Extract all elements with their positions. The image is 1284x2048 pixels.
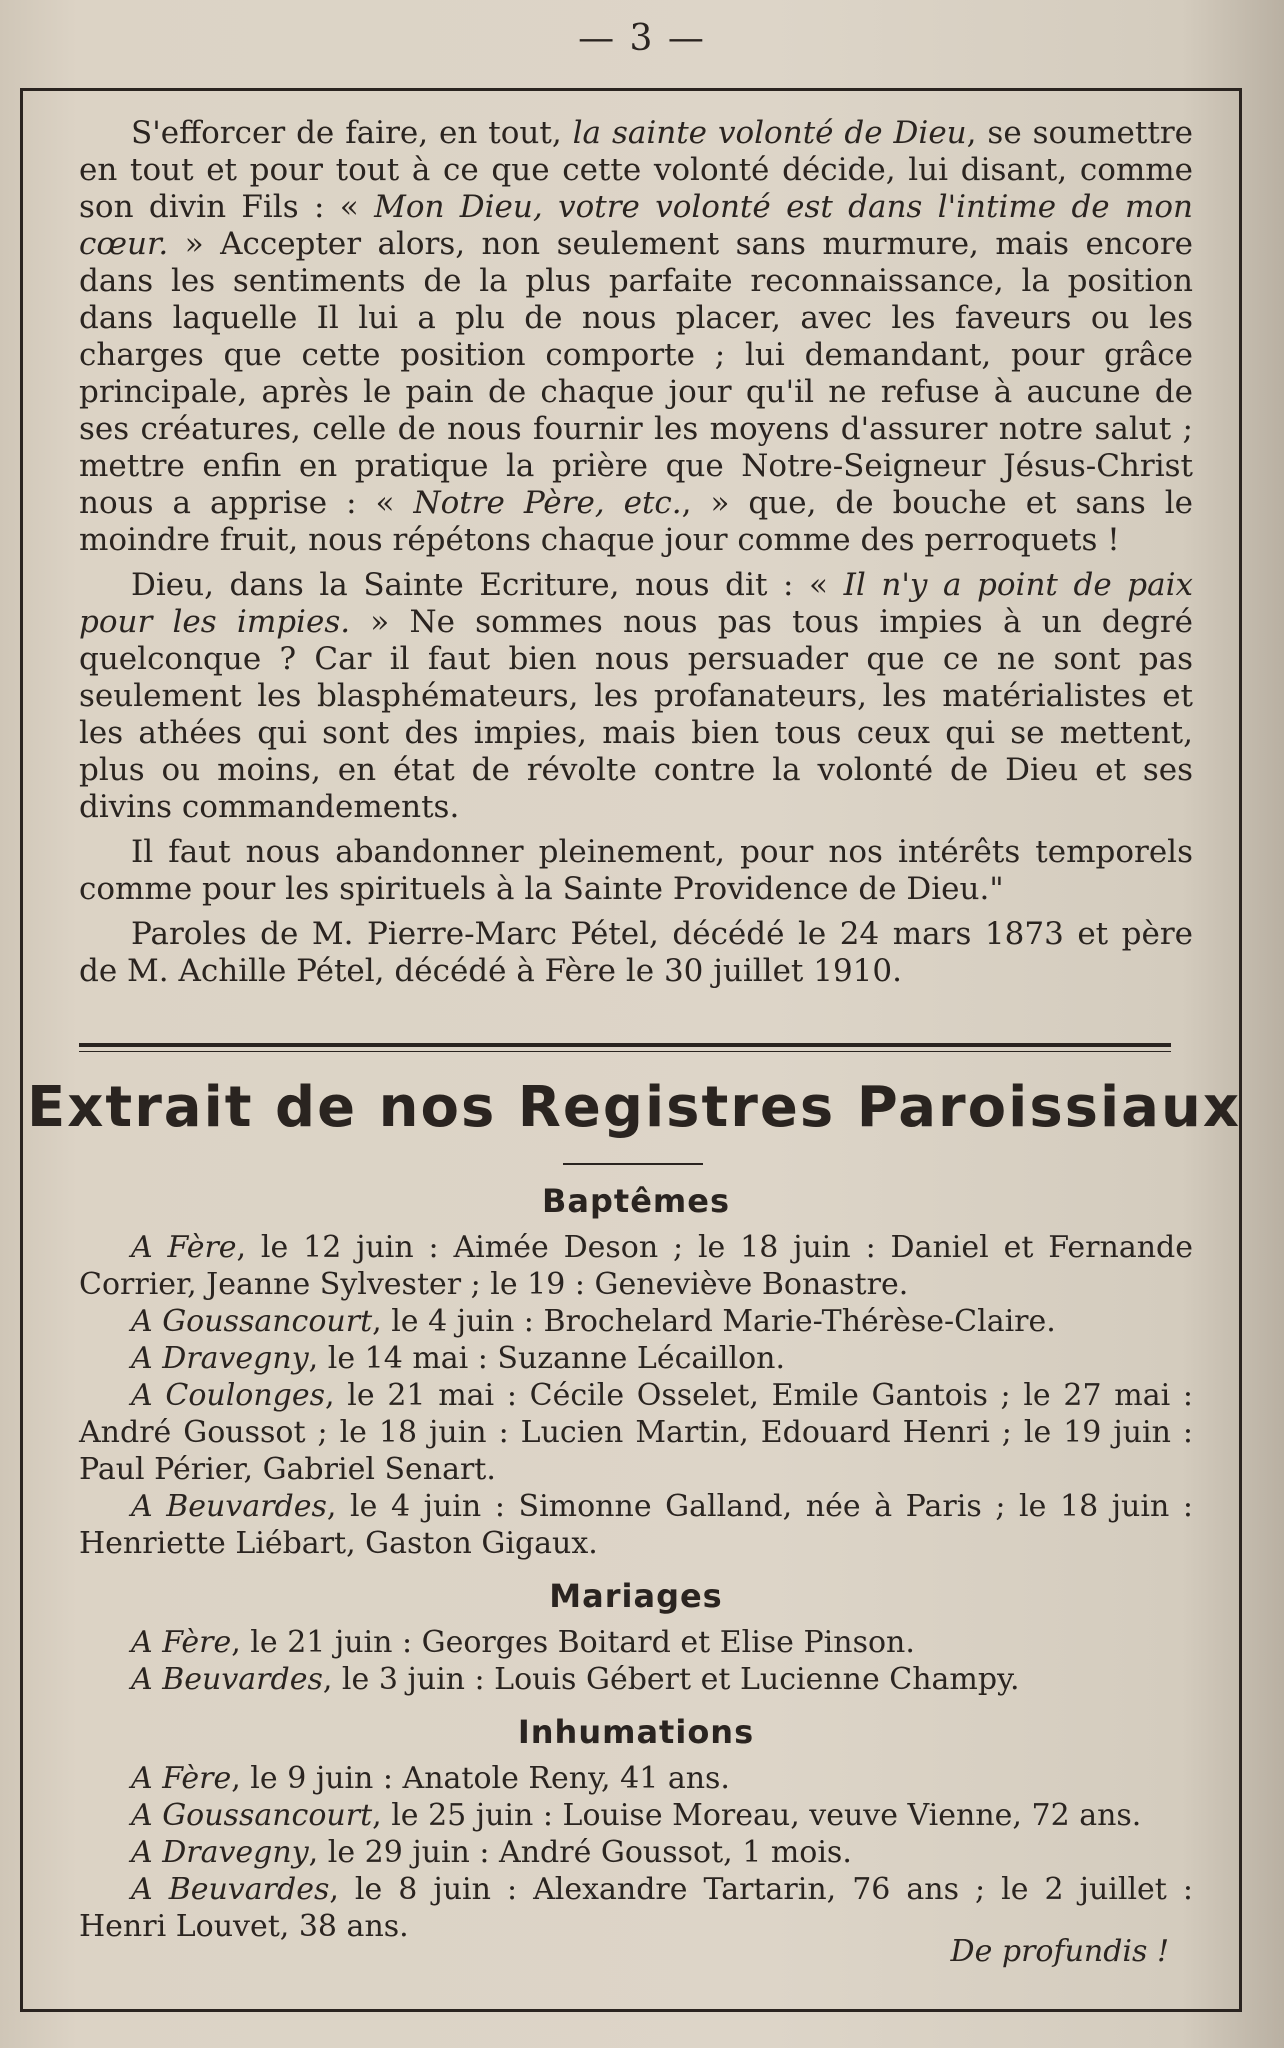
p2-text-1: Dieu, dans la Sainte Ecriture, nous dit : « [131,567,844,603]
page-number: — 3 — [578,18,706,59]
entry-place: A Goussancourt [131,1798,373,1833]
mariages-heading: Mariages [549,1577,723,1615]
entry-text: , le 4 juin : Simonne Galland, née à Paris ; le 18 juin : Henriette Liébart, Gaston Gigaux. [79,1489,1193,1561]
inhumations-heading: Inhumations [517,1713,755,1751]
entry-text: , le 8 juin : Alexandre Tartarin, 76 ans ; le 2 juillet : Henri Louvet, 38 ans. [79,1872,1193,1944]
entry-place: A Beuvardes [131,1872,330,1907]
p2-text-2: » Ne sommes nous pas tous impies à un degré quelconque ? Car il faut bien nous persuader que ce ne sont pas seulement les blasphémateurs, les profanateurs, les matérialistes et les athées qui sont des impies, mais bien tous ceux qui se mettent, plus ou moins, en état de révolte contre la volonté de Dieu et ses divins commandements. [79,604,1193,825]
entry-place: A Beuvardes [131,1662,323,1697]
entry-text: , le 3 juin : Louis Gébert et Lucienne Champy. [322,1662,1020,1697]
title-underline [563,1163,703,1165]
p1-italic-3: Notre Père, etc. [413,485,682,521]
entry-place: A Coulonges [131,1378,326,1413]
entry-text: , le 21 mai : Cécile Osselet, Emile Gantois ; le 27 mai : André Goussot ; le 18 juin : Lucien Martin, Edouard Henri ; le 19 juin : Paul Périer, Gabriel Senart. [79,1378,1193,1487]
p1-text-1: S'efforcer de faire, en tout, [131,115,573,151]
entry-text: , le 25 juin : Louise Moreau, veuve Vienne, 72 ans. [372,1798,1142,1833]
registers-title: Extrait de nos Registres Paroissiaux [27,1075,1241,1140]
intro-paragraph-3: Il faut nous abandonner pleinement, pour nos intérêts temporels comme pour les spirituels à la Sainte Providence de Dieu." [79,834,1193,907]
p1-italic-1: la sainte volonté de Dieu [572,115,967,151]
list-item [79,1340,1193,1377]
p1-text-2: , se soumettre en tout et pour tout à ce que cette volonté décide, lui disant, comme son divin Fils : « [79,115,1193,225]
registers-section [79,1181,1193,1945]
attribution: Paroles de M. Pierre-Marc Pétel, décédé le 24 mars 1873 et père de M. Achille Pétel, décédé à Fère le 30 juillet 1910. [79,916,1193,989]
list-item [79,1229,1193,1303]
content-frame [20,88,1242,2012]
intro-paragraph-1 [79,115,1193,559]
baptemes-heading: Baptêmes [542,1182,730,1220]
entry-place: A Fère [131,1230,237,1265]
entry-place: A Beuvardes [131,1489,327,1524]
baptemes-block [79,1181,1193,1562]
closing-prayer: De profundis ! [950,1934,1169,1969]
list-item [79,1797,1193,1834]
intro-paragraph-2 [79,567,1193,826]
list-item [79,1377,1193,1488]
list-item [79,1834,1193,1871]
list-item [79,1760,1193,1797]
entry-text: , le 4 juin : Brochelard Marie-Thérèse-Claire. [372,1304,1056,1339]
list-item [79,1303,1193,1340]
intro-text [79,115,1193,990]
entry-text: , le 21 juin : Georges Boitard et Elise Pinson. [231,1625,915,1660]
entry-place: A Goussancourt [131,1304,373,1339]
mariages-block [79,1576,1193,1698]
entry-text: , le 14 mai : Suzanne Lécaillon. [308,1341,785,1376]
section-divider [79,1043,1171,1052]
entry-text: , le 9 juin : Anatole Reny, 41 ans. [231,1761,730,1796]
list-item [79,1488,1193,1562]
p2-italic-1: Il n'y a point de paix pour les impies. [79,567,1193,640]
entry-place: A Dravegny [131,1341,309,1376]
entry-place: A Dravegny [131,1835,309,1870]
list-item [79,1661,1193,1698]
entry-text: , le 12 juin : Aimée Deson ; le 18 juin : Daniel et Fernande Corrier, Jeanne Sylvester ; le 19 : Geneviève Bonastre. [79,1230,1193,1302]
entry-place: A Fère [131,1761,232,1796]
entry-text: , le 29 juin : André Goussot, 1 mois. [308,1835,852,1870]
p1-text-3: » Accepter alors, non seulement sans murmure, mais encore dans les sentiments de la plus parfaite reconnaissance, la position dans laquelle Il lui a plu de nous placer, avec les faveurs ou les charges que cette position comporte ; lui demandant, pour grâce principale, après le pain de chaque jour qu'il ne refuse à aucune de ses créatures, celle de nous fournir les moyens d'assurer notre salut ; mettre enfin en pratique la prière que Notre-Seigneur Jésus-Christ nous a apprise : « [79,226,1193,521]
p1-italic-2: Mon Dieu, votre volonté est dans l'intime de mon cœur. [79,189,1194,262]
list-item [79,1624,1193,1661]
entry-place: A Fère [131,1625,232,1660]
p1-text-4: , » que, de bouche et sans le moindre fruit, nous répétons chaque jour comme des perroquets ! [79,485,1193,558]
inhumations-block [79,1712,1193,1945]
